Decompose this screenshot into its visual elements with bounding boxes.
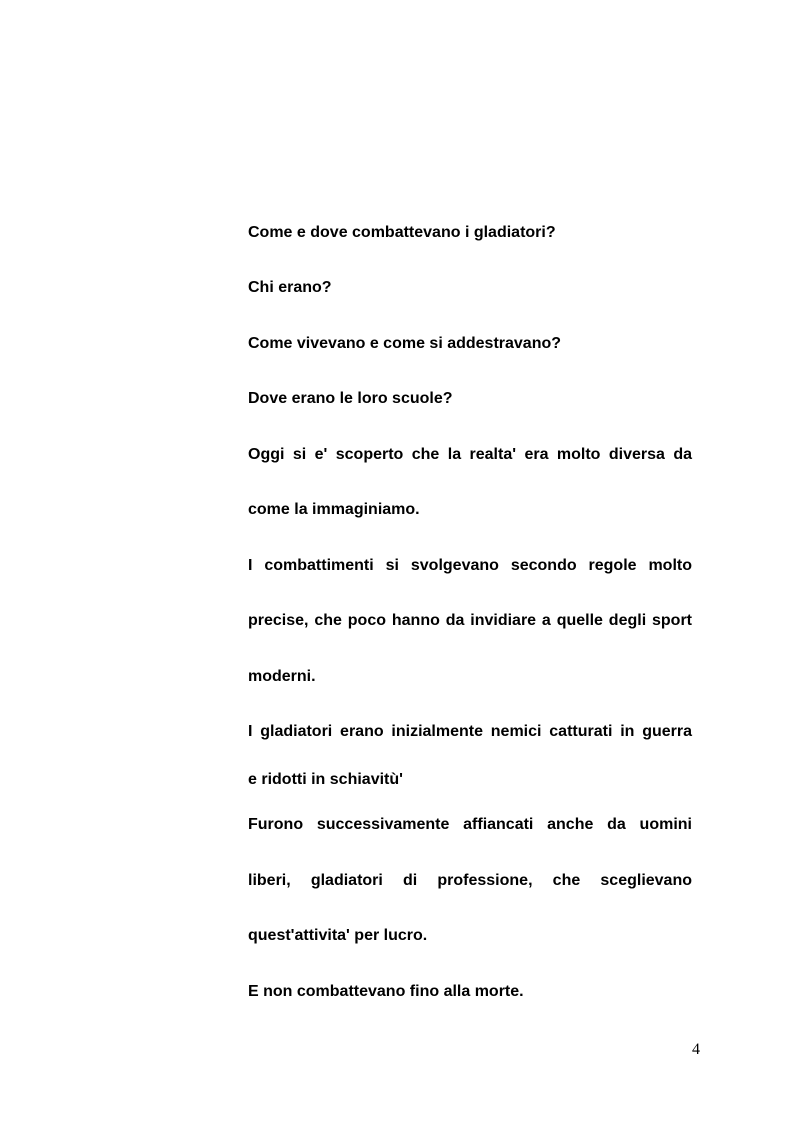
page-number: 4 — [692, 1041, 700, 1058]
text-line-paragraph-free-1: Furono successivamente affiancati anche da uomini — [248, 816, 692, 833]
text-line-question-combat: Come e dove combattevano i gladiatori? — [248, 224, 556, 241]
text-line-paragraph-free-2: liberi, gladiatori di professione, che sceglievano — [248, 872, 692, 889]
text-line-paragraph-origin-2: e ridotti in schiavitù' — [248, 771, 403, 788]
text-line-paragraph-reality-2: come la immaginiamo. — [248, 501, 420, 518]
text-line-question-who: Chi erano? — [248, 279, 332, 296]
text-line-paragraph-free-3: quest'attivita' per lucro. — [248, 927, 428, 944]
text-line-paragraph-origin-1: I gladiatori erano inizialmente nemici catturati in guerra — [248, 723, 692, 740]
text-line-paragraph-rules-3: moderni. — [248, 668, 316, 685]
text-line-paragraph-reality-1: Oggi si e' scoperto che la realta' era molto diversa da — [248, 446, 692, 463]
text-line-paragraph-death: E non combattevano fino alla morte. — [248, 983, 524, 1000]
text-line-question-life: Come vivevano e come si addestravano? — [248, 335, 562, 352]
text-line-paragraph-rules-2: precise, che poco hanno da invidiare a quelle degli sport — [248, 612, 692, 629]
text-line-paragraph-rules-1: I combattimenti si svolgevano secondo regole molto — [248, 557, 692, 574]
text-line-question-schools: Dove erano le loro scuole? — [248, 390, 453, 407]
